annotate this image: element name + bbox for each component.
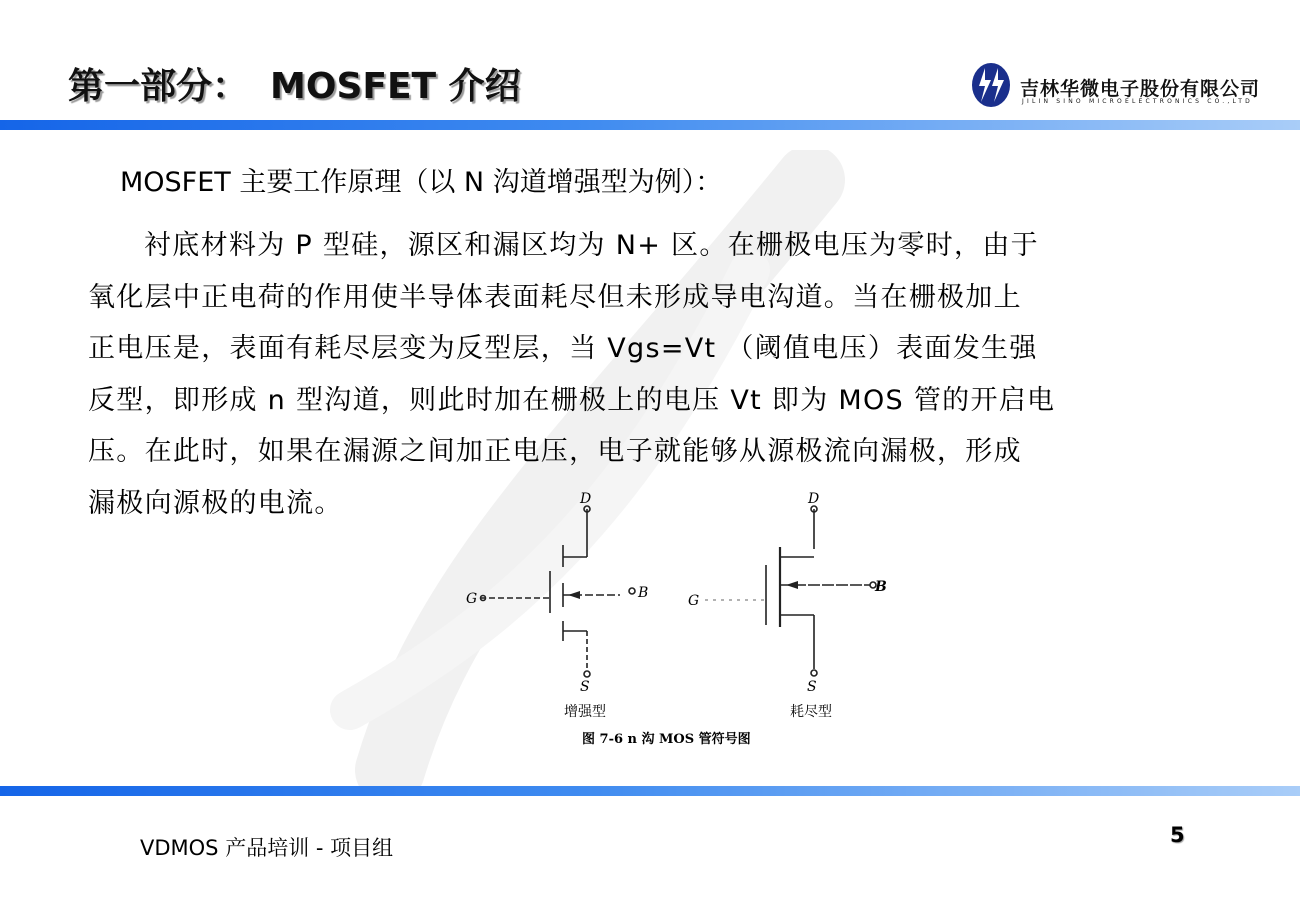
depletion-type-label: 耗尽型	[790, 704, 832, 720]
footer-divider	[0, 786, 1300, 796]
depletion-arrow-icon	[786, 581, 798, 589]
terminal-s-label: S	[580, 679, 590, 695]
company-name-en: JILIN SINO MICROELECTRONICS CO.,LTD	[1022, 98, 1253, 105]
terminal-s-label: S	[807, 679, 817, 695]
paragraph-line: 氧化层中正电荷的作用使半导体表面耗尽但未形成导电沟道。当在栅极加上	[88, 281, 1022, 313]
paragraph-line: 漏极向源极的电流。	[88, 487, 343, 519]
enhancement-mos-symbol	[480, 506, 635, 677]
company-emblem-icon	[970, 62, 1012, 108]
paragraph-line: 正电压是，表面有耗尽层变为反型层，当 Vgs=Vt （阈值电压）表面发生强	[88, 333, 1038, 364]
title-topic: MOSFET 介绍	[270, 66, 521, 107]
terminal-d-label: D	[808, 491, 820, 507]
enhancement-arrow-icon	[568, 591, 580, 599]
mos-symbol-figure	[440, 485, 910, 755]
terminal-d-label: D	[580, 491, 592, 507]
figure-caption: 图 7-6 n 沟 MOS 管符号图	[582, 732, 751, 747]
principle-paragraph	[88, 220, 1203, 529]
company-name-cn: 吉林华微电子股份有限公司	[1020, 78, 1261, 100]
page-number: 5	[1170, 823, 1185, 847]
depletion-mos-symbol	[705, 506, 876, 676]
paragraph-line: 反型，即形成 n 型沟道，则此时加在栅极上的电压 Vt 即为 MOS 管的开启电	[88, 384, 1056, 416]
header-divider	[0, 120, 1300, 130]
title-part-label: 第一部分：	[68, 66, 249, 107]
enhancement-type-label: 增强型	[564, 704, 606, 720]
terminal-b-label: B	[875, 579, 887, 595]
slide-title	[68, 58, 521, 109]
terminal-g-label: G	[466, 591, 478, 607]
section-subtitle: MOSFET 主要工作原理（以 N 沟道增强型为例）：	[120, 167, 723, 198]
paragraph-line: 衬底材料为 P 型硅，源区和漏区均为 N+ 区。在栅极电压为零时，由于	[144, 230, 1039, 261]
paragraph-line: 压。在此时，如果在漏源之间加正电压，电子就能够从源极流向漏极，形成	[88, 436, 1022, 467]
company-logo	[968, 60, 1268, 110]
terminal-g-label: G	[688, 593, 700, 609]
footer-text: VDMOS 产品培训 - 项目组	[140, 836, 394, 860]
terminal-b-label: B	[638, 585, 649, 601]
